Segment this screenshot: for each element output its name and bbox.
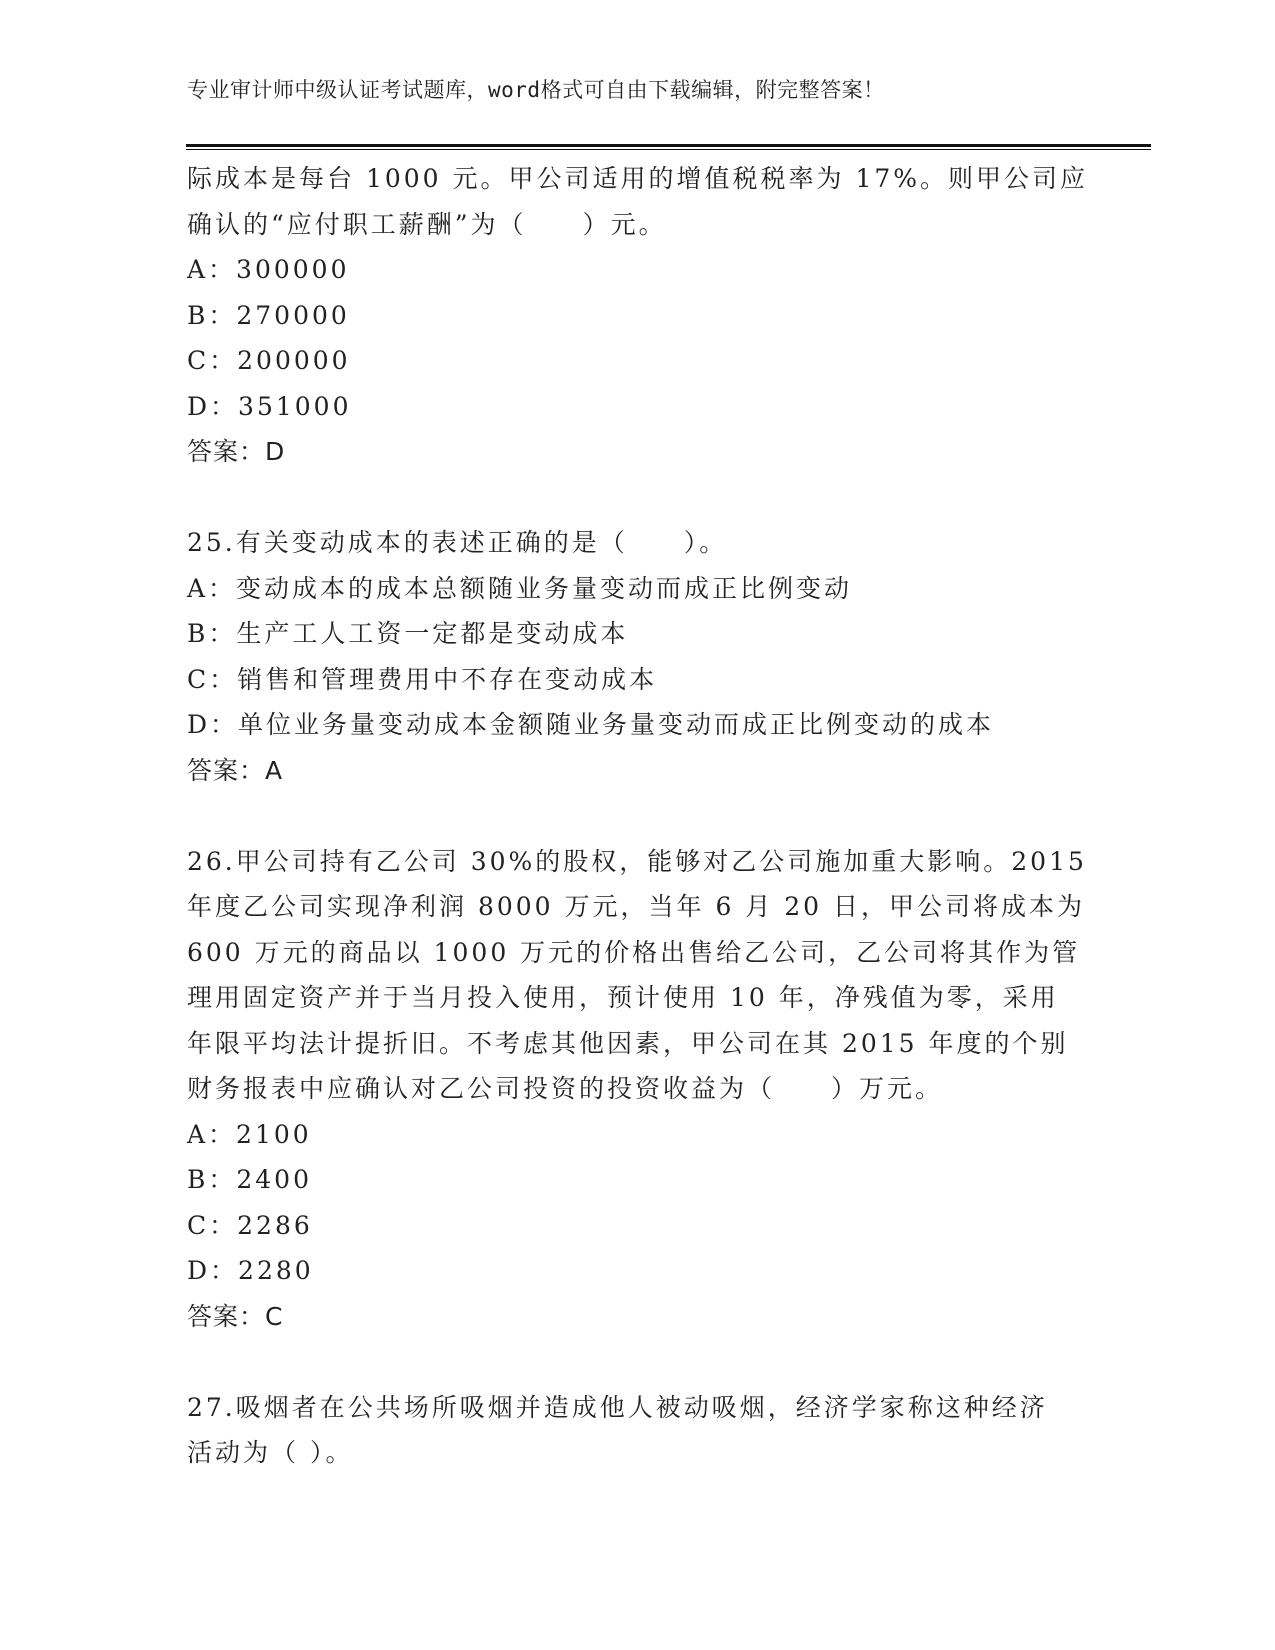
question-stem-line: 活动为（ ）。 bbox=[187, 1438, 354, 1467]
option-c: C：2286 bbox=[187, 1210, 313, 1240]
question-24-continued bbox=[187, 156, 1092, 475]
header-divider bbox=[186, 144, 1151, 147]
option-b: B：生产工人工资一定都是变动成本 bbox=[187, 619, 629, 648]
option-b: B：270000 bbox=[187, 300, 350, 330]
question-25 bbox=[187, 520, 1092, 793]
question-stem-line: 确认的“应付职工薪酬”为（ ）元。 bbox=[187, 209, 667, 239]
question-stem-line: 25.有关变动成本的表述正确的是（ ）。 bbox=[187, 528, 728, 557]
spacer bbox=[187, 475, 1092, 521]
question-stem-line: 27.吸烟者在公共场所吸烟并造成他人被动吸烟，经济学家称这种经济 bbox=[187, 1392, 1048, 1422]
question-27 bbox=[187, 1385, 1092, 1476]
option-d: D：351000 bbox=[187, 391, 352, 421]
option-a: A：2100 bbox=[187, 1119, 312, 1149]
question-stem-line: 600 万元的商品以 1000 万元的价格出售给乙公司，乙公司将其作为管 bbox=[187, 937, 1081, 967]
option-c: C：销售和管理费用中不存在变动成本 bbox=[187, 664, 658, 694]
question-stem-line: 际成本是每台 1000 元。甲公司适用的增值税税率为 17%。则甲公司应 bbox=[187, 164, 1089, 193]
question-stem-line: 年度乙公司实现净利润 8000 万元，当年 6 月 20 日，甲公司将成本为 bbox=[187, 892, 1086, 921]
option-d: D：单位业务量变动成本金额随业务量变动而成正比例变动的成本 bbox=[187, 710, 995, 739]
option-d: D：2280 bbox=[187, 1256, 314, 1285]
option-b: B：2400 bbox=[187, 1165, 312, 1194]
option-c: C：200000 bbox=[187, 346, 351, 375]
option-a: A：变动成本的成本总额随业务量变动而成正比例变动 bbox=[187, 573, 853, 603]
answer-line: 答案：A bbox=[187, 755, 284, 785]
option-a: A：300000 bbox=[187, 255, 350, 284]
answer-line: 答案：C bbox=[187, 1301, 284, 1331]
question-26 bbox=[187, 839, 1092, 1340]
question-stem-line: 财务报表中应确认对乙公司投资的投资收益为（ ）万元。 bbox=[187, 1074, 944, 1103]
question-stem-line: 26.甲公司持有乙公司 30%的股权，能够对乙公司施加重大影响。2015 bbox=[187, 846, 1087, 876]
question-stem-line: 理用固定资产并于当月投入使用，预计使用 10 年，净残值为零，采用 bbox=[187, 983, 1059, 1012]
answer-line: 答案：D bbox=[187, 437, 286, 466]
spacer bbox=[187, 1339, 1092, 1385]
spacer bbox=[187, 793, 1092, 839]
page-header: 专业审计师中级认证考试题库，word格式可自由下载编辑，附完整答案！ bbox=[187, 78, 885, 102]
question-content bbox=[187, 156, 1092, 1476]
question-stem-line: 年限平均法计提折旧。不考虑其他因素，甲公司在其 2015 年度的个别 bbox=[187, 1028, 1069, 1058]
